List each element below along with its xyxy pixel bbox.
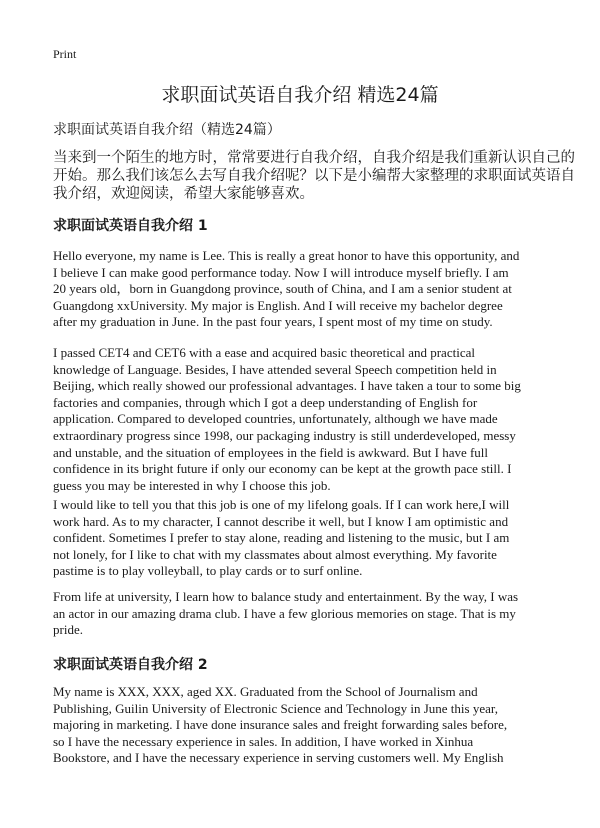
paragraph-line: Publishing, Guilin University of Electronic Science and Technology in June this year, (53, 700, 498, 716)
paragraph-line: application. Compared to developed countries, unfortunately, although we have made (53, 411, 498, 427)
paragraph-line: pride. (53, 622, 83, 638)
paragraph-line: knowledge of Language. Besides, I have attended several Speech competition held in (53, 361, 497, 377)
paragraph-line: not lonely, for I like to chat with my classmates about almost everything. My favorite (53, 546, 497, 562)
paragraph-line: Hello everyone, my name is Lee. This is really a great honor to have this opportunity, and (53, 248, 520, 263)
paragraph-line: Beijing, which really showed our professional advantages. I have taken a tour to some big (53, 378, 521, 394)
paragraph-line: 20 years old，born in Guangdong province, south of China, and I am a senior student at (53, 281, 512, 297)
paragraph-line: confident. Sometimes I prefer to stay alone, reading and listening to the music, but I am (53, 530, 510, 546)
paragraph-line: after my graduation in June. In the past four years, I spent most of my time on study. (53, 314, 493, 330)
paragraph (53, 589, 573, 639)
section-heading: 求职面试英语自我介绍 2 (53, 657, 208, 673)
paragraph-line: and unstable, and the situation of employees in the field is awkward. But I have full (53, 444, 489, 460)
paragraph-line: Guangdong xxUniversity. My major is English. And I will receive my bachelor degree (53, 297, 503, 313)
paragraph-line: My name is XXX, XXX, aged XX. Graduated from the School of Journalism and (53, 684, 478, 699)
print-link[interactable]: Print (53, 47, 77, 61)
paragraph-line: I believe I can make good performance today. Now I will introduce myself briefly. I am (53, 264, 509, 280)
page-title: 求职面试英语自我介绍 精选24篇 (161, 84, 439, 106)
paragraph (53, 497, 573, 580)
intro-line: 开始。那么我们该怎么去写自我介绍呢？以下是小编帮大家整理的求职面试英语自 (53, 168, 575, 184)
paragraph-line: majoring in marketing. I have done insurance sales and freight forwarding sales before, (53, 717, 508, 733)
paragraph-line: work hard. As to my character, I cannot describe it well, but I know I am optimistic and (53, 513, 509, 529)
paragraph-line: an actor in our amazing drama club. I have a few glorious memories on stage. That is my (53, 605, 516, 621)
paragraph-line: confidence in its bright future if only our economy can be kept at the growth pace still. I (53, 461, 512, 477)
section-heading: 求职面试英语自我介绍 1 (53, 218, 208, 234)
paragraph (53, 345, 573, 494)
paragraph-line: so I have the necessary experience in sales. In addition, I have worked in Xinhua (53, 733, 474, 749)
paragraph-line: From life at university, I learn how to balance study and entertainment. By the way, I was (53, 589, 519, 604)
paragraph (53, 684, 573, 767)
intro-line: 我介绍，欢迎阅读，希望大家能够喜欢。 (53, 186, 314, 202)
paragraph-line: I would like to tell you that this job is one of my lifelong goals. If I can work here,I will (53, 497, 510, 512)
intro-paragraph (53, 149, 573, 203)
paragraph-line: extraordinary progress since 1998, our packaging industry is still underdeveloped, messy (53, 427, 516, 443)
paragraph-line: factories and companies, through which I got a deep understanding of English for (53, 394, 478, 410)
paragraph-line: guess you may be interested in why I choose this job. (53, 477, 331, 493)
paragraph-line: Bookstore, and I have the necessary experience in serving customers well. My English (53, 750, 504, 766)
document-subtitle: 求职面试英语自我介绍（精选24篇） (53, 122, 281, 138)
intro-line: 当来到一个陌生的地方时，常常要进行自我介绍，自我介绍是我们重新认识自己的 (53, 150, 575, 166)
paragraph-line: pastime is to play volleyball, to play cards or to surf online. (53, 563, 363, 579)
paragraph-line: I passed CET4 and CET6 with a ease and acquired basic theoretical and practical (53, 345, 475, 360)
paragraph (53, 248, 573, 331)
